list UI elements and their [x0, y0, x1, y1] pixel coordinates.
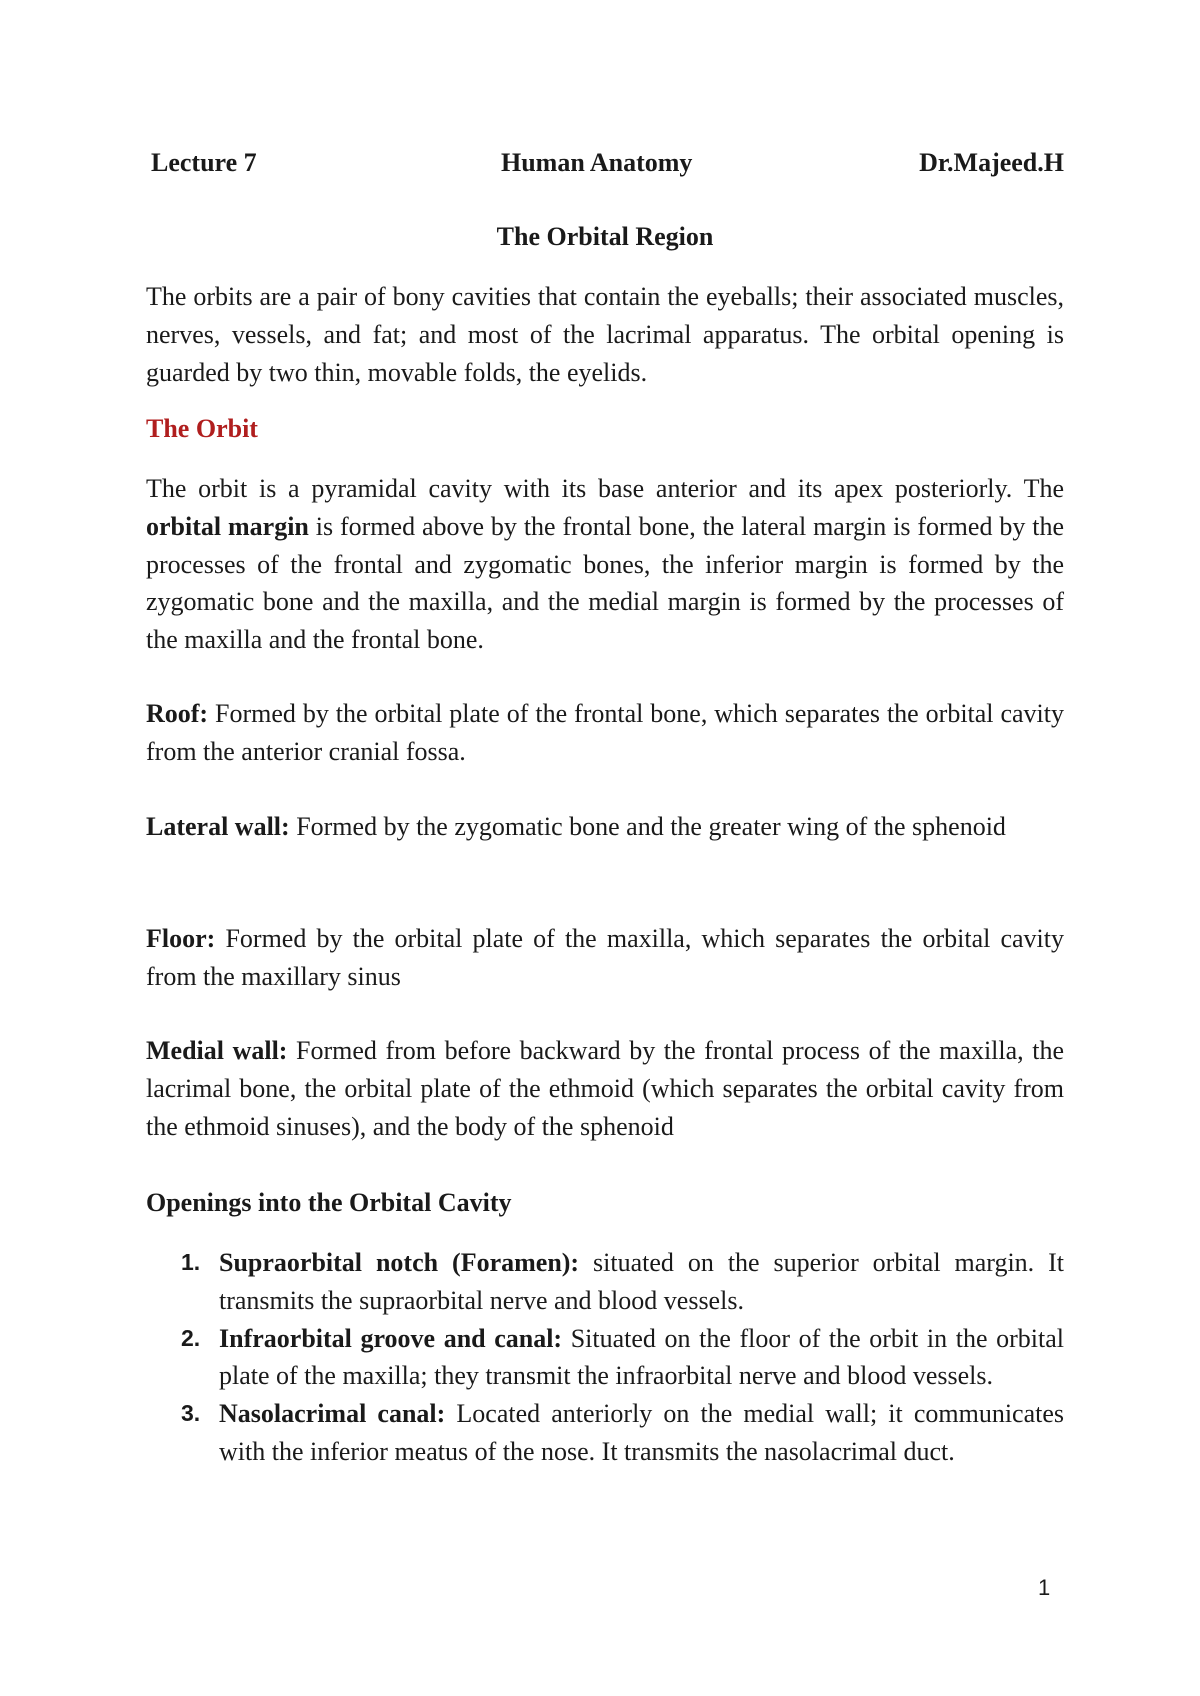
medial-wall-text: Formed from before backward by the frontal process of the maxilla, the lacrimal bone, the orbital plate of the ethmoid (which separates the orbital cavity from the ethmoid sinuses), and the body of the sphenoid	[146, 1036, 1064, 1141]
floor-label: Floor:	[146, 924, 216, 953]
roof-paragraph	[146, 695, 1064, 771]
roof-text: Formed by the orbital plate of the frontal bone, which separates the orbital cavity from the anterior cranial fossa.	[146, 699, 1064, 766]
orbit-paragraph	[146, 470, 1064, 659]
openings-heading: Openings into the Orbital Cavity	[146, 1188, 512, 1217]
floor-paragraph	[146, 920, 1064, 996]
list-item-text: Located anteriorly on the medial wall; it communicates with the inferior meatus of the nose. It transmits the nasolacrimal duct.	[219, 1399, 1065, 1466]
orbit-para-post: is formed above by the frontal bone, the lateral margin is formed by the processes of the frontal and zygomatic bones, the inferior margin is formed by the zygomatic bone and the maxilla, and the medial margin is formed by the processes of the maxilla and the frontal bone.	[146, 511, 1064, 655]
list-item-text: situated on the superior orbital margin. It transmits the supraorbital nerve and blood vessels.	[219, 1248, 1065, 1315]
medial-wall-label: Medial wall:	[146, 1036, 288, 1065]
lateral-wall-text: Formed by the zygomatic bone and the greater wing of the sphenoid	[289, 812, 1006, 841]
orbit-heading: The Orbit	[146, 414, 258, 443]
list-item-text: Situated on the floor of the orbit in the orbital plate of the maxilla; they transmit the infraorbital nerve and blood vessels.	[219, 1323, 1064, 1391]
lateral-wall-label: Lateral wall:	[146, 812, 290, 841]
roof-label: Roof:	[146, 699, 209, 728]
orbit-para-pre: The orbit is a pyramidal cavity with its base anterior and its apex posteriorly. The	[146, 474, 1064, 503]
medial-wall-paragraph	[146, 1032, 1064, 1145]
list-item-number: 2.	[181, 1324, 201, 1351]
list-item-label: Infraorbital groove and canal:	[219, 1323, 563, 1353]
header-lecture: Lecture 7	[151, 148, 257, 177]
list-item-number: 3.	[181, 1400, 201, 1427]
page-header	[151, 148, 1064, 180]
page-number: 1	[1038, 1575, 1051, 1600]
document-title: The Orbital Region	[496, 222, 714, 251]
lateral-wall-paragraph	[146, 808, 1064, 846]
list-item	[146, 1244, 1064, 1320]
list-item-number: 1.	[181, 1249, 201, 1275]
header-course: Human Anatomy	[501, 148, 693, 177]
list-item-label: Supraorbital notch (Foramen):	[219, 1248, 580, 1277]
list-item-label: Nasolacrimal canal:	[219, 1399, 446, 1429]
floor-text: Formed by the orbital plate of the maxilla, which separates the orbital cavity from the maxillary sinus	[146, 924, 1064, 991]
list-item	[146, 1320, 1064, 1396]
orbit-para-bold: orbital margin	[146, 511, 309, 541]
openings-list	[146, 1244, 1064, 1471]
header-author: Dr.Majeed.H	[919, 148, 1064, 177]
list-item	[146, 1395, 1064, 1471]
intro-paragraph: The orbits are a pair of bony cavities that contain the eyeballs; their associated muscles, nerves, vessels, and fat; and most of the lacrimal apparatus. The orbital opening is guarded by two thin, movable folds, the eyelids.	[146, 282, 1064, 387]
